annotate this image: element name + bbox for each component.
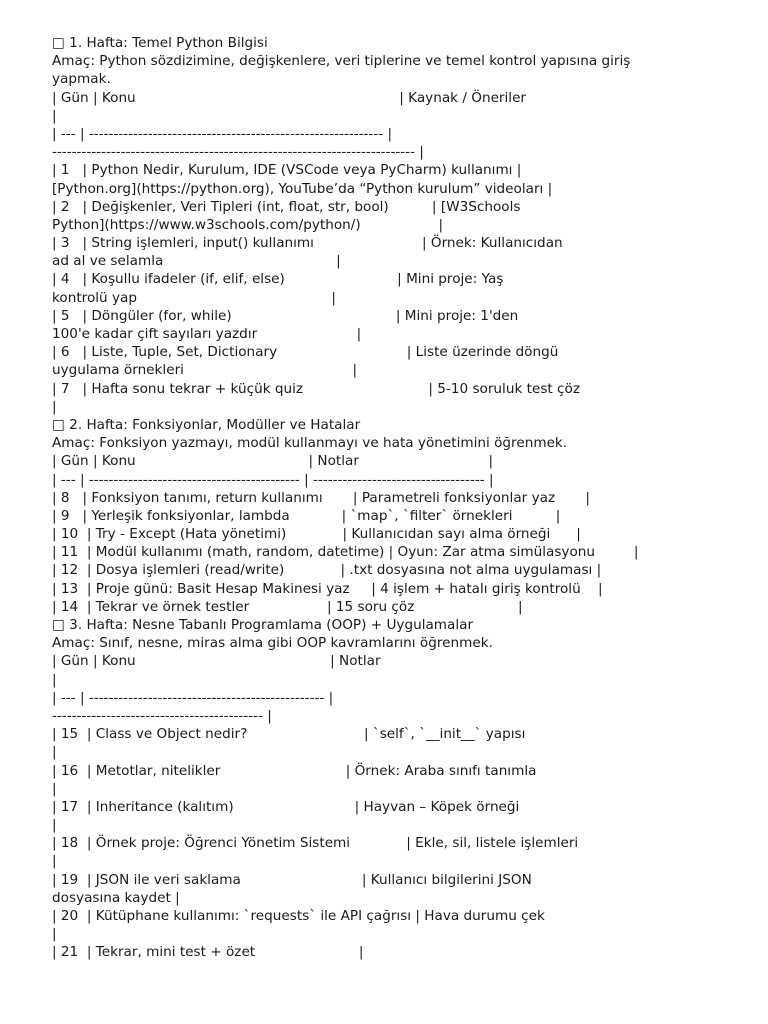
week1-goal: Amaç: Python sözdizimine, değişkenlere, veri tiplerine ve temel kontrol yapısına giriş xyxy=(52,53,631,70)
table-row-cont: | xyxy=(52,926,57,943)
week1-heading: □ 1. Hafta: Temel Python Bilgisi xyxy=(52,35,268,51)
table-row-cont: | xyxy=(52,780,57,797)
week1-table-separator-cont: -------------------------------------------------------------------------- | xyxy=(52,144,424,161)
table-row: | 6 | Liste, Tuple, Set, Dictionary | Liste üzerinde döngü xyxy=(52,344,559,361)
table-row-cont: Python](https://www.w3schools.com/python/) | xyxy=(52,216,444,233)
table-row: | 3 | String işlemleri, input() kullanımı | Örnek: Kullanıcıdan xyxy=(52,235,563,252)
document-body xyxy=(52,34,742,962)
week2-table-header: | Gün | Konu | Notlar | xyxy=(52,453,494,470)
table-row-cont: | xyxy=(52,817,57,834)
week2-heading: □ 2. Hafta: Fonksiyonlar, Modüller ve Hatalar xyxy=(52,416,361,433)
table-row: | 13 | Proje günü: Basit Hesap Makinesi yaz | 4 işlem + hatalı giriş kontrolü | xyxy=(52,580,603,597)
week1-table-separator: | --- | ------------------------------------------------------------ | xyxy=(52,125,393,142)
table-row-cont: | xyxy=(52,398,57,415)
table-row: | 15 | Class ve Object nedir? | `self`, `__init__` yapısı xyxy=(52,726,526,743)
table-row: | 1 | Python Nedir, Kurulum, IDE (VSCode veya PyCharm) kullanımı | xyxy=(52,162,522,179)
week3-heading: □ 3. Hafta: Nesne Tabanlı Programlama (OOP) + Uygulamalar xyxy=(52,617,474,633)
table-row: | 10 | Try - Except (Hata yönetimi) | Kullanıcıdan sayı alma örneği | xyxy=(52,526,581,543)
table-row: | 17 | Inheritance (kalıtım) | Hayvan – Köpek örneği xyxy=(52,798,520,815)
table-row-cont: | xyxy=(52,744,57,761)
table-row: | 11 | Modül kullanımı (math, random, datetime) | Oyun: Zar atma simülasyonu | xyxy=(52,544,639,561)
table-row-cont: [Python.org](https://python.org), YouTube’da “Python kurulum” videoları | xyxy=(52,180,553,197)
week3-table-separator: | --- | ------------------------------------------------ | xyxy=(52,689,334,706)
table-row-cont: kontrolü yap | xyxy=(52,289,337,306)
week1-table-header-end: | xyxy=(52,107,57,124)
table-row: | 20 | Kütüphane kullanımı: `requests` ile API çağrısı | Hava durumu çek xyxy=(52,908,545,924)
week1-table-header: | Gün | Konu | Kaynak / Öneriler xyxy=(52,89,527,106)
table-row: | 9 | Yerleşik fonksiyonlar, lambda | `map`, `filter` örnekleri | xyxy=(52,507,561,524)
week3-goal: Amaç: Sınıf, nesne, miras alma gibi OOP kavramlarını öğrenmek. xyxy=(52,635,493,652)
table-row-cont: | xyxy=(52,853,57,870)
table-row-cont: uygulama örnekleri | xyxy=(52,362,358,379)
week2-goal: Amaç: Fonksiyon yazmayı, modül kullanmayı ve hata yönetimini öğrenmek. xyxy=(52,435,568,452)
table-row: | 21 | Tekrar, mini test + özet | xyxy=(52,944,364,961)
table-row: | 16 | Metotlar, nitelikler | Örnek: Araba sınıfı tanımla xyxy=(52,762,537,779)
table-row-cont: dosyasına kaydet | xyxy=(52,889,180,906)
table-row: | 5 | Döngüler (for, while) | Mini proje: 1'den xyxy=(52,307,519,324)
table-row-cont: 100'e kadar çift sayıları yazdır | xyxy=(52,326,362,342)
table-row: | 14 | Tekrar ve örnek testler | 15 soru çöz | xyxy=(52,598,523,615)
week3-table-separator-cont: ------------------------------------------- | xyxy=(52,707,272,724)
table-row: | 2 | Değişkenler, Veri Tipleri (int, float, str, bool) | [W3Schools xyxy=(52,198,521,215)
week3-table-header: | Gün | Konu | Notlar xyxy=(52,653,381,670)
week2-table-separator: | --- | ------------------------------------------- | ----------------------------------- | xyxy=(52,471,494,488)
table-row: | 19 | JSON ile veri saklama | Kullanıcı bilgilerini JSON xyxy=(52,871,532,888)
table-row: | 18 | Örnek proje: Öğrenci Yönetim Sistemi | Ekle, sil, listele işlemleri xyxy=(52,835,579,852)
table-row: | 12 | Dosya işlemleri (read/write) | .txt dosyasına not alma uygulaması | xyxy=(52,562,602,579)
week1-goal-cont: yapmak. xyxy=(52,71,111,88)
table-row: | 4 | Koşullu ifadeler (if, elif, else) | Mini proje: Yaş xyxy=(52,271,504,288)
table-row: | 8 | Fonksiyon tanımı, return kullanımı | Parametreli fonksiyonlar yaz | xyxy=(52,489,590,506)
week3-table-header-end: | xyxy=(52,671,57,688)
table-row-cont: ad al ve selamla | xyxy=(52,253,341,270)
table-row: | 7 | Hafta sonu tekrar + küçük quiz | 5-10 soruluk test çöz xyxy=(52,380,580,397)
